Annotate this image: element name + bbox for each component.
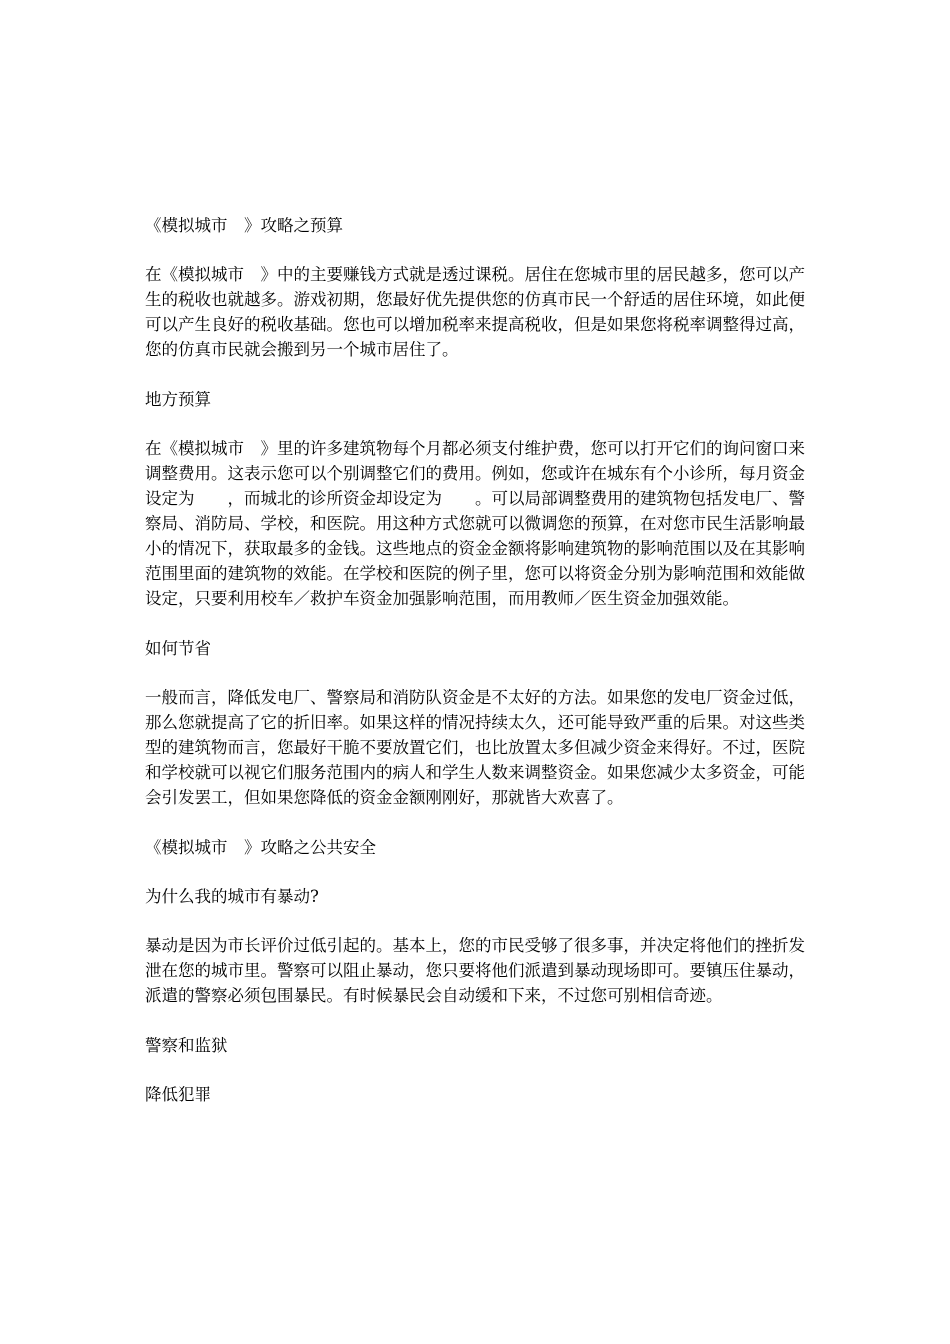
document-body (145, 213, 815, 1131)
subsection-title-saving: 如何节省 (145, 639, 211, 658)
subsection-title-reduce-crime: 降低犯罪 (145, 1085, 211, 1104)
subsection-title-local-budget: 地方预算 (145, 390, 211, 409)
subsection-title-riots: 为什么我的城市有暴动? (145, 887, 319, 906)
budget-intro-paragraph: 在《模拟城市 》中的主要赚钱方式就是透过课税。居住在您城市里的居民越多，您可以产生的税收也就越多。游戏初期，您最好优先提供您的仿真市民一个舒适的居住环境，如此便可以产生良好的税收基础。您也可以增加税率来提高税收，但是如果您将税率调整得过高，您的仿真市民就会搬到另一个城市居住了。 (145, 265, 805, 359)
riots-paragraph: 暴动是因为市长评价过低引起的。基本上，您的市民受够了很多事，并决定将他们的挫折发泄在您的城市里。警察可以阻止暴动，您只要将他们派遣到暴动现场即可。要镇压住暴动，派遣的警察必须包围暴民。有时候暴民会自动缓和下来，不过您可别相信奇迹。 (145, 936, 805, 1005)
subsection-title-police-prison: 警察和监狱 (145, 1036, 228, 1055)
saving-paragraph: 一般而言，降低发电厂、警察局和消防队资金是不太好的方法。如果您的发电厂资金过低，那么您就提高了它的折旧率。如果这样的情况持续太久，还可能导致严重的后果。对这些类型的建筑物而言，您最好干脆不要放置它们，也比放置太多但减少资金来得好。不过，医院和学校就可以视它们服务范围内的病人和学生人数来调整资金。如果您减少太多资金，可能会引发罢工，但如果您降低的资金金额刚刚好，那就皆大欢喜了。 (145, 688, 805, 807)
section-title-budget: 《模拟城市 》攻略之预算 (145, 216, 343, 235)
section-title-public-safety: 《模拟城市 》攻略之公共安全 (145, 838, 376, 857)
local-budget-paragraph: 在《模拟城市 》里的许多建筑物每个月都必须支付维护费，您可以打开它们的询问窗口来调整费用。这表示您可以个别调整它们的费用。例如，您或许在城东有个小诊所，每月资金设定为 ，而城北的诊所资金却设定为 。可以局部调整费用的建筑物包括发电厂、警察局、消防局、学校，和医院。用这种方式您就可以微调您的预算，在对您市民生活影响最小的情况下，获取最多的金钱。这些地点的资金金额将影响建筑物的影响范围以及在其影响范围里面的建筑物的效能。在学校和医院的例子里，您可以将资金分别为影响范围和效能做设定，只要利用校车／救护车资金加强影响范围，而用教师／医生资金加强效能。 (145, 439, 805, 608)
